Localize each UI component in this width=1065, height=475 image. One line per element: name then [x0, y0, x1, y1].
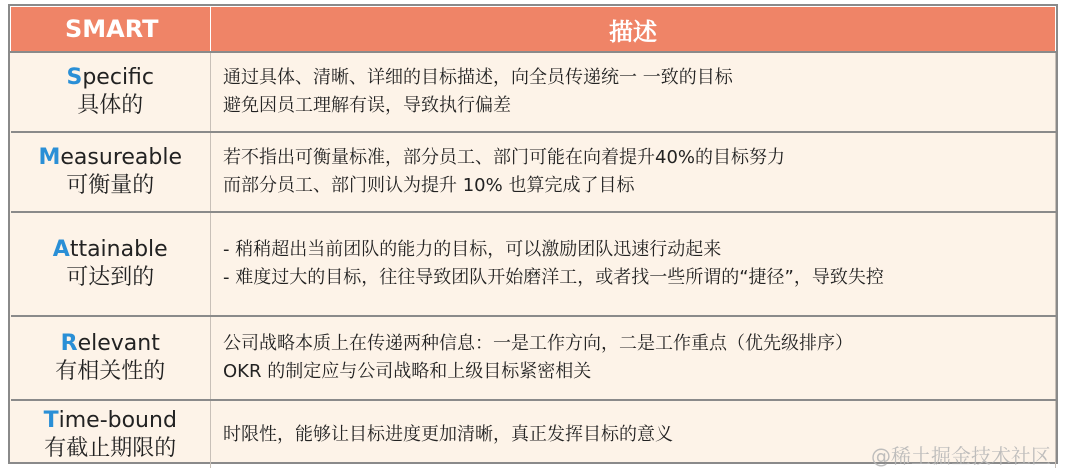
term-initial: R [60, 331, 78, 356]
description-line: 若不指出可衡量标准，部分员工、部门可能在向着提升40%的目标努力 [223, 147, 786, 168]
term-english [11, 236, 211, 264]
term-cell [11, 316, 211, 400]
term-initial: S [66, 65, 83, 90]
term-chinese: 有截止期限的 [44, 435, 177, 461]
header-row [11, 7, 1056, 53]
description-cell [211, 52, 1056, 132]
term-cell [11, 212, 211, 316]
term-rest: ttainable [69, 237, 168, 262]
smart-table [8, 4, 1058, 464]
description-line: 而部分员工、部门则认为提升 10% 也算完成了目标 [223, 175, 635, 196]
term-chinese: 有相关性的 [55, 359, 166, 384]
term-initial: M [38, 145, 61, 170]
term-cell [11, 132, 211, 212]
term-cell [11, 52, 211, 132]
smart-grid [10, 6, 1056, 468]
term-initial: T [43, 407, 59, 433]
term-rest: pecific [82, 65, 155, 90]
watermark: @稀土掘金技术社区 [871, 444, 1051, 468]
description-cell [211, 132, 1056, 212]
description-line: 时限性，能够让目标进度更加清晰，真正发挥目标的意义 [223, 423, 673, 445]
description-line: - 稍稍超出当前团队的能力的目标，可以激励团队迅速行动起来 [223, 239, 722, 260]
term-english [11, 144, 211, 172]
table-row-attainable [11, 212, 1056, 316]
term-chinese: 可衡量的 [66, 173, 155, 198]
table-row-specific [11, 52, 1056, 132]
description-cell [211, 212, 1056, 316]
description-line: 公司战略本质上在传递两种信息：一是工作方向，二是工作重点（优先级排序） [223, 333, 853, 354]
description-line: 通过具体、清晰、详细的目标描述，向全员传递统一 一致的目标 [223, 67, 733, 88]
term-english [11, 64, 211, 92]
description-line: 避免因员工理解有误，导致执行偏差 [223, 95, 511, 116]
term-english [11, 330, 211, 358]
description-line: - 难度过大的目标，往往导致团队开始磨洋工，或者找一些所谓的“捷径”，导致失控 [223, 267, 884, 288]
header-smart: SMART [11, 7, 211, 53]
term-rest: ime-bound [58, 407, 177, 433]
term-rest: easureable [60, 145, 183, 170]
table-row-relevant [11, 316, 1056, 400]
term-cell [11, 400, 211, 468]
term-rest: elevant [77, 331, 160, 356]
term-chinese: 具体的 [77, 93, 144, 118]
term-english [11, 407, 211, 435]
description-line: OKR 的制定应与公司战略和上级目标紧密相关 [223, 361, 592, 382]
term-initial: A [52, 237, 70, 262]
term-chinese: 可达到的 [66, 265, 155, 290]
description-cell [211, 316, 1056, 400]
table-row-measureable [11, 132, 1056, 212]
header-description: 描述 [211, 7, 1056, 53]
